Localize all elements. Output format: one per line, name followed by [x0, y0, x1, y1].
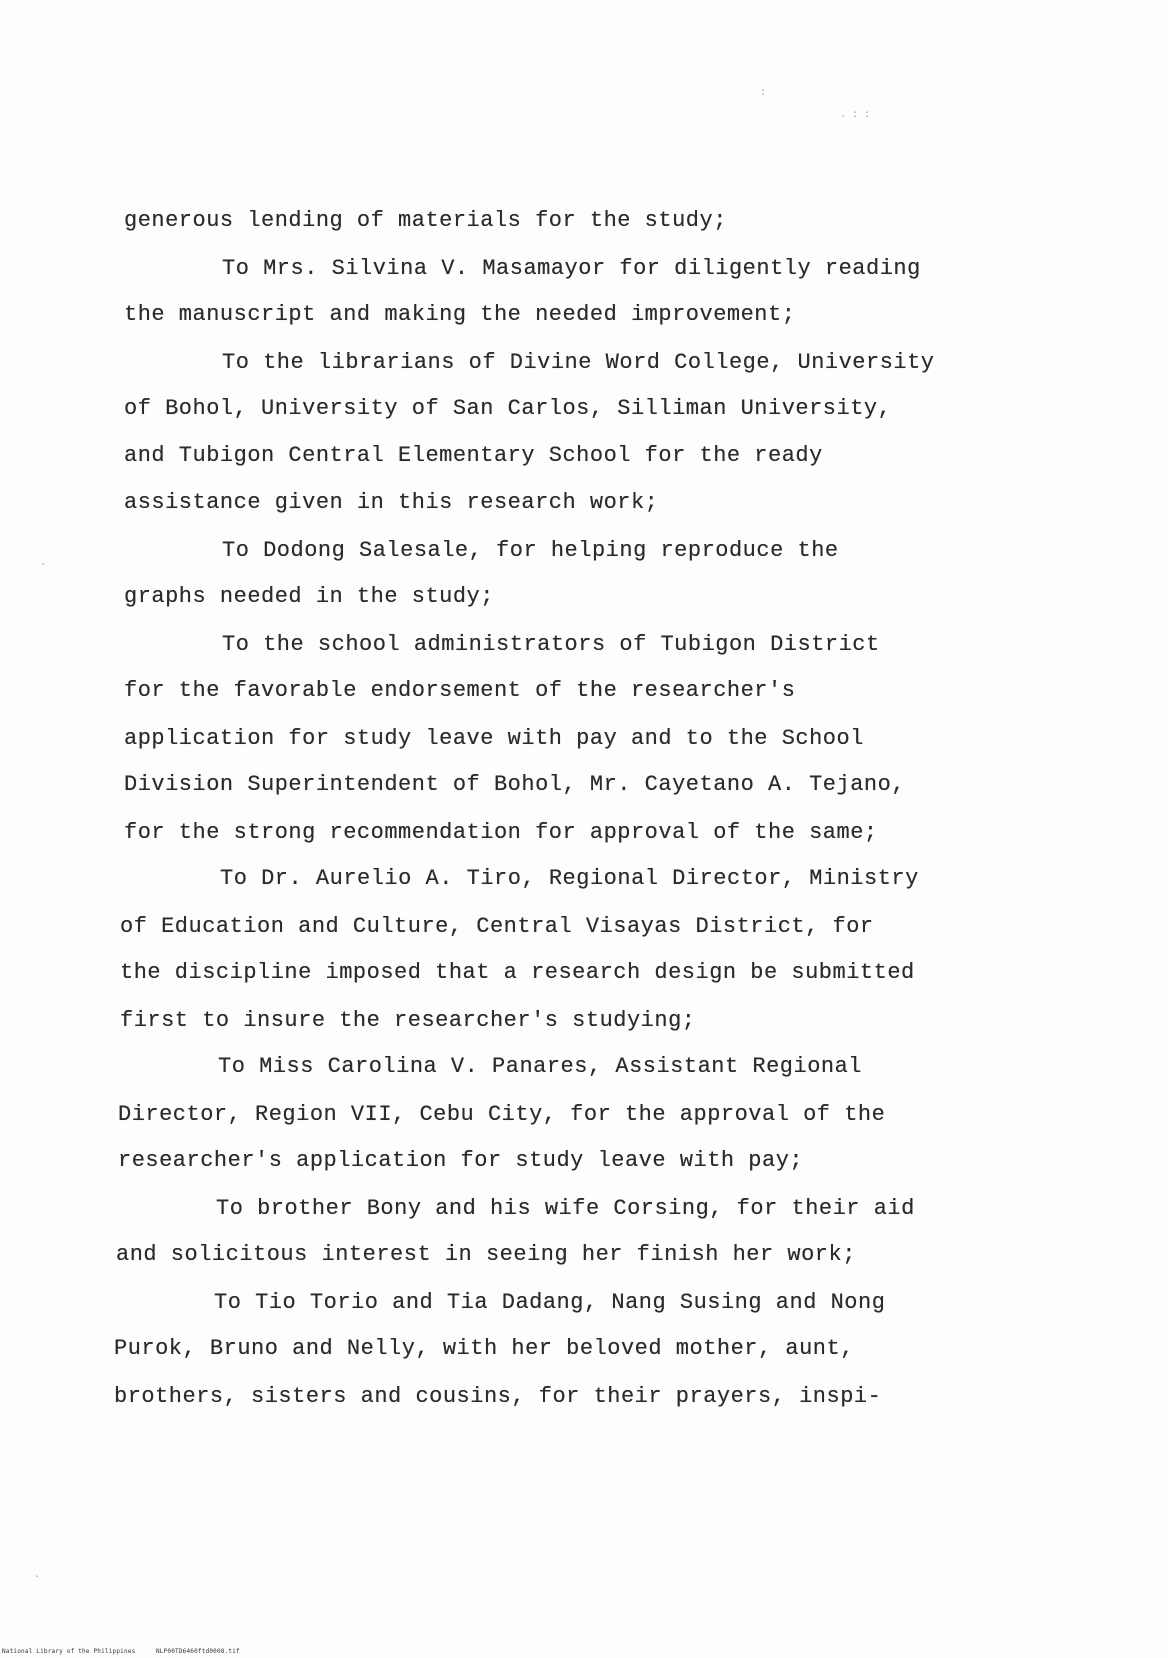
scan-speck: .: [34, 1570, 41, 1581]
scan-speck: -: [40, 560, 47, 571]
text-line: and Tubigon Central Elementary School for the ready: [124, 443, 823, 468]
text-line: generous lending of materials for the study;: [124, 208, 727, 233]
text-line: To Tio Torio and Tia Dadang, Nang Susing and Nong: [214, 1290, 886, 1315]
text-line: researcher's application for study leave with pay;: [118, 1148, 804, 1173]
text-line: the manuscript and making the needed improvement;: [124, 302, 796, 327]
text-line: of Education and Culture, Central Visayas District, for: [120, 914, 874, 939]
text-line: first to insure the researcher's studying;: [120, 1008, 696, 1033]
text-line: graphs needed in the study;: [124, 584, 494, 609]
text-line: To brother Bony and his wife Corsing, for their aid: [216, 1196, 915, 1221]
text-line: To the school administrators of Tubigon District: [222, 632, 880, 657]
footer-file-id: NLP00TD6460ftd0008.tif: [156, 1648, 240, 1655]
text-line: assistance given in this research work;: [124, 490, 659, 515]
text-line: and solicitous interest in seeing her finish her work;: [116, 1242, 856, 1267]
text-line: brothers, sisters and cousins, for their prayers, inspi-: [114, 1384, 882, 1409]
text-line: for the favorable endorsement of the researcher's: [124, 678, 796, 703]
text-line: Director, Region VII, Cebu City, for the approval of the: [118, 1102, 886, 1127]
footer-library: National Library of the Philippines: [2, 1648, 136, 1655]
scan-speck: . : :: [840, 110, 871, 121]
text-line: To Miss Carolina V. Panares, Assistant Regional: [218, 1054, 863, 1079]
text-line: of Bohol, University of San Carlos, Silliman University,: [124, 396, 892, 421]
text-line: To Dr. Aurelio A. Tiro, Regional Director, Ministry: [220, 866, 919, 891]
text-line: application for study leave with pay and to the School: [124, 726, 864, 751]
text-line: Purok, Bruno and Nelly, with her beloved mother, aunt,: [114, 1336, 854, 1361]
scan-speck: :: [760, 88, 767, 99]
text-line: To Dodong Salesale, for helping reproduce the: [222, 538, 839, 563]
text-line: for the strong recommendation for approval of the same;: [124, 820, 878, 845]
text-line: To the librarians of Divine Word College, University: [222, 350, 935, 375]
text-line: the discipline imposed that a research design be submitted: [120, 960, 915, 985]
text-line: Division Superintendent of Bohol, Mr. Cayetano A. Tejano,: [124, 772, 906, 797]
text-line: To Mrs. Silvina V. Masamayor for diligently reading: [222, 256, 921, 281]
